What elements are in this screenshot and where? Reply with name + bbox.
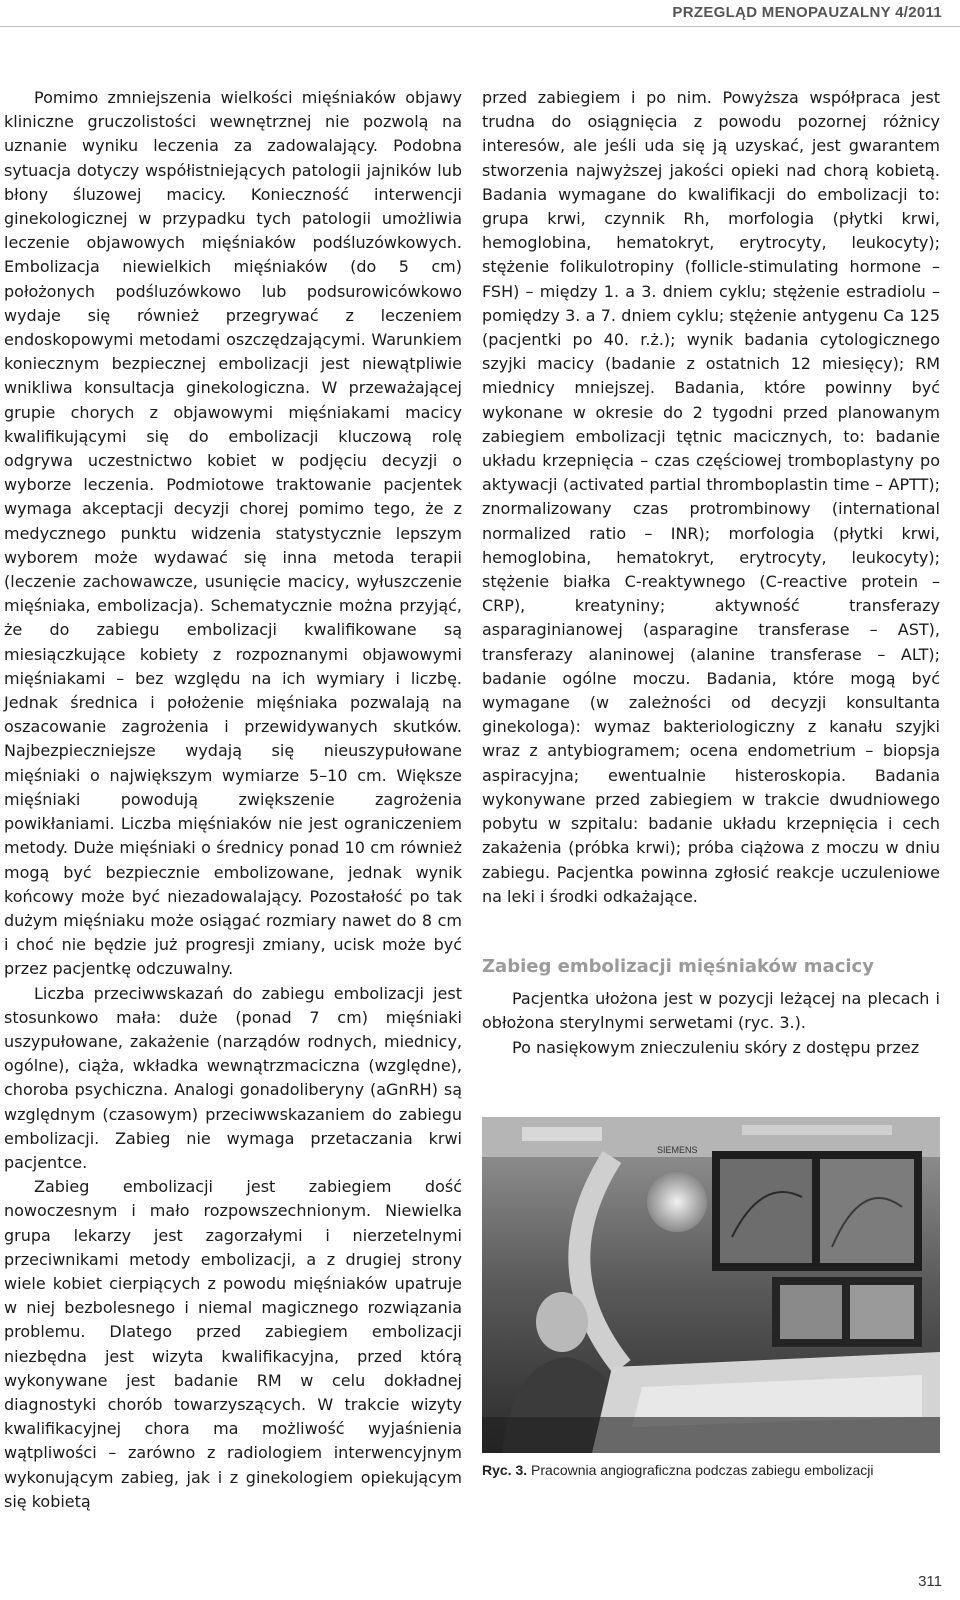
figure-caption (482, 1462, 952, 1478)
left-column (4, 86, 462, 1514)
body-paragraph: przed zabiegiem i po nim. Powyższa współpraca jest trudna do osiągnięcia z powodu pozornej różnicy interesów, ale jeśli uda się ją uzyskać, jest gwarantem stworzenia najwyższej jakości opieki nad chorą kobietą. Badania wymagane do kwalifikacji do embolizacji to: grupa krwi, czynnik Rh, morfologia (płytki krwi, hemoglobina, hematokryt, erytrocyty, leukocyty); stężenie folikulotropiny (follicle-stimulating hormone – FSH) – między 1. a 3. dniem cyklu; stężenie estradiolu – pomiędzy 3. a 7. dniem cyklu; stężenie antygenu Ca 125 (pacjentki po 40. r.ż.); wynik badania cytologicznego szyjki macicy (badanie z ostatnich 12 miesięcy); RM miednicy mniejszej. Badania, które powinny być wykonane w okresie do 2 tygodni przed planowanym zabiegiem embolizacji tętnic macicznych, to: badanie układu krzepnięcia – czas częściowej tromboplastyny po aktywacji (activated partial thromboplastin time – APTT); znormalizowany czas protrombinowy (international normalized ratio – INR); morfologia (płytki krwi, hemoglobina, hematokryt, erytrocyty, leukocyty); stężenie białka C-reaktywnego (C-reactive protein – CRP), kreatyniny; aktywność transferazy asparaginianowej (asparagine transferase – AST), transferazy alaninowej (alanine transferase – ALT); badanie ogólne moczu. Badania, które mogą być wymagane (w zależności od decyzji konsultanta ginekologa): wymaz bakteriologiczny z kanału szyjki wraz z antybiogramem; ocena endometrium – biopsja aspiracyjna; ewentualnie histeroskopia. Badania wykonywane przed zabiegiem w trakcie dwudniowego pobytu w szpitalu: badanie układu krzepnięcia i cech zakażenia (próbka krwi); próba ciążowa z moczu w dniu zabiegu. Pacjentka powinna zgłosić reakcje uczuleniowe na leki i środki odkażające. (482, 88, 940, 906)
body-paragraph: Po nasiękowym znieczuleniu skóry z dostępu przez (512, 1037, 920, 1057)
body-paragraph: Pomimo zmniejszenia wielkości mięśniaków objawy kliniczne gruczolistości wewnętrznej nie pozwolą na uznanie wyniku leczenia za zadowalający. Podobna sytuacja dotyczy współistniejących patologii jajników lub błony śluzowej macicy. Konieczność interwencji ginekologicznej w przypadku tych patologii umożliwia leczenie objawowych mięśniaków podśluzówkowych. Embolizacja niewielkich mięśniaków (do 5 cm) położonych podśluzówkowo lub podsurowicówkowo wydaje się również przegrywać z leczeniem endoskopowymi metodami oszczędzającymi. Warunkiem koniecznym bezpiecznej embolizacji jest niewątpliwie wnikliwa konsultacja ginekologiczna. W przeważającej grupie chorych z objawowymi mięśniakami macicy kwalifikującymi się do embolizacji kluczową rolę odgrywa uczestnictwo kobiet w podjęciu decyzji o wyborze leczenia. Podmiotowe traktowanie pacjentek wymaga akceptacji decyzji chorej pomimo tego, że z medycznego punktu widzenia statystycznie lepszym wyborem może wydawać się inna metoda terapii (leczenie zachowawcze, usunięcie macicy, wyłuszczenie mięśniaka, embolizacja). Schematycznie można przyjąć, że do zabiegu embolizacji kwalifikowane są miesiączkujące kobiety z rozpoznanymi objawowymi mięśniakami – bez względu na ich wymiary i liczbę. Jednak średnica i położenie mięśniaka pozwalają na oszacowanie zagrożenia i przewidywanych skutków. Najbezpieczniejsze wydają się nieuszypułowane mięśniaki o największym wymiarze 5–10 cm. Większe mięśniaki powodują zwiększenie zagrożenia powikłaniami. Liczba mięśniaków nie jest ograniczeniem metody. Duże mięśniaki o średnicy ponad 10 cm również mogą być bezpiecznie embolizowane, jednak wynik końcowy może być niezadowalający. Pozostałość po tak dużym mięśniaku może osiągać rozmiary nawet do 8 cm i choć nie będzie już progresji zmiany, ucisk może być przez pacjentkę odczuwalny. (4, 88, 462, 979)
body-paragraph: Pacjentka ułożona jest w pozycji leżącej na plecach i obłożona sterylnymi serwetami (ryc. 3.). (482, 989, 940, 1033)
figure-label: Ryc. 3. (482, 1462, 528, 1478)
siemens-label: SIEMENS (657, 1145, 698, 1155)
page-number: 311 (918, 1573, 942, 1590)
angiography-room-photo (482, 1117, 940, 1453)
body-paragraph: Liczba przeciwwskazań do zabiegu embolizacji jest stosunkowo mała: duże (ponad 7 cm) mięśniaki uszypułowane, zakażenie (narządów rodnych, miednicy, ogólne), ciąża, wkładka wewnątrzmaciczna (względne), choroba psychiczna. Analogi gonadoliberyny (aGnRH) są względnym (czasowym) przeciwwskazaniem do zabiegu embolizacji. Zabieg nie wymaga przetaczania krwi pacjentce. (4, 983, 462, 1172)
body-paragraph: Zabieg embolizacji jest zabiegiem dość nowoczesnym i mało rozpowszechnionym. Niewielka grupa lekarzy jest zagorzałymi i nierzetelnymi przeciwnikami metody embolizacji, a z drugiej strony wiele kobiet cierpiących z powodu mięśniaków upatruje w niej bezbolesnego i niemal magicznego rozwiązania problemu. Dlatego przed zabiegiem embolizacji niezbędna jest wizyta kwalifikacyjna, przed którą wykonywane jest badanie RM w celu dokładnej diagnostyki chorób towarzyszących. W trakcie wizyty kwalifikacyjnej chora ma możliwość wyjaśnienia wątpliwości – zarówno z radiologiem interwencyjnym wykonującym zabieg, jak i z ginekologiem opiekującym się kobietą (4, 1177, 462, 1511)
figure-caption-text: Pracownia angiograficzna podczas zabiegu embolizacji (527, 1462, 874, 1478)
section-heading: Zabieg embolizacji mięśniaków macicy (482, 955, 874, 977)
header-divider (0, 26, 960, 27)
right-column (482, 86, 940, 1060)
journal-header: PRZEGLĄD MENOPAUZALNY 4/2011 (672, 4, 942, 21)
